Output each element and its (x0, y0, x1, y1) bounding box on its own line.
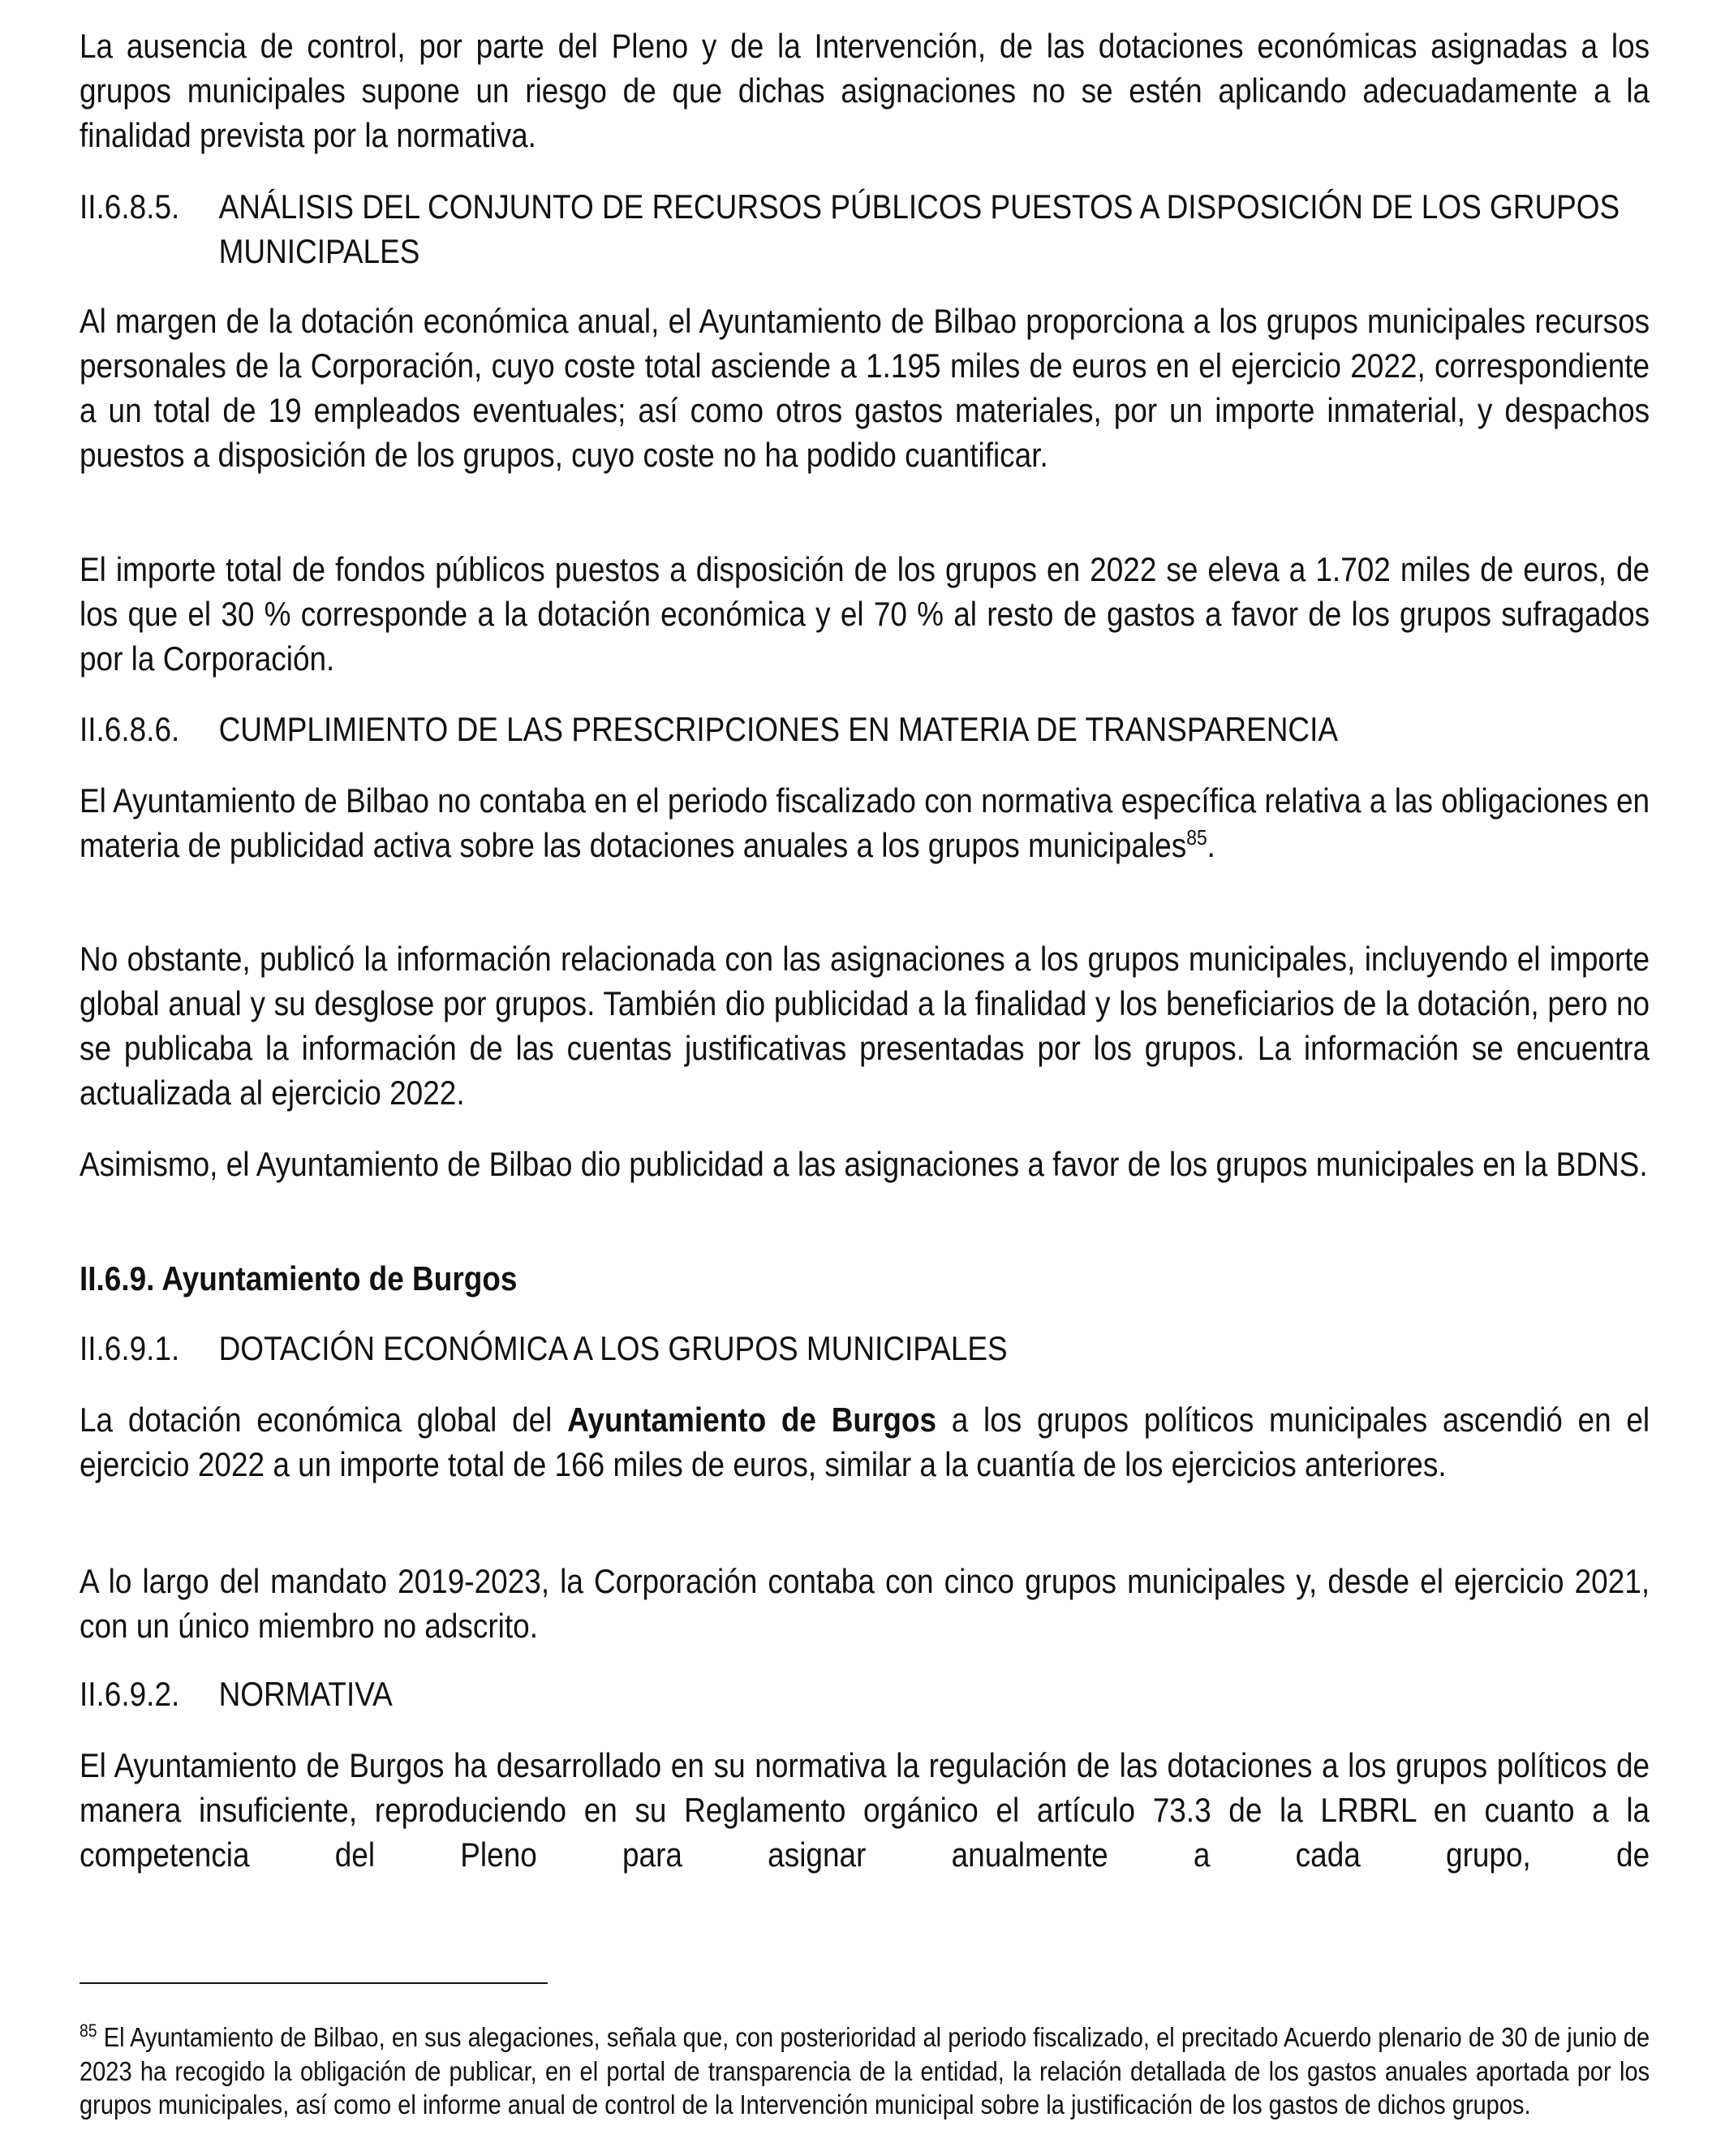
footnote-85 (80, 2020, 1650, 2122)
heading-text: DOTACIÓN ECONÓMICA A LOS GRUPOS MUNICIPALES (218, 1329, 1008, 1367)
paragraph-bdns: Asimismo, el Ayuntamiento de Bilbao dio publicidad a las asignaciones a favor de los grupos municipales en la BDNS. (80, 1145, 1648, 1183)
paragraph-mandate: A lo largo del mandato 2019-2023, la Corporación contaba con cinco grupos municipales y, desde el ejercicio 2021, con un único miembro no adscrito. (80, 1562, 1650, 1645)
text: a los grupos políticos municipales ascendió en el ejercicio 2022 a un importe total de 166 miles de euros, similar a la cuantía de los ejercicios anteriores. (80, 1401, 1650, 1483)
heading-number: II.6.8.6. (80, 710, 180, 748)
heading-ii-6-9-2 (80, 1672, 1650, 1716)
heading-number: II.6.8.5. (80, 187, 180, 226)
paragraph-burgos-dotation (80, 1397, 1650, 1487)
paragraph-normativa: El Ayuntamiento de Burgos ha desarrollado en su normativa la regulación de las dotaciones a los grupos políticos de manera insuficiente, reproduciendo en su Reglamento orgánico el artículo 73.3 de la LRBRL en cuanto a la competencia del Pleno para asignar anualmente a cada grupo, de (80, 1746, 1650, 1874)
heading-text: NORMATIVA (218, 1675, 393, 1713)
paragraph-control-risk: La ausencia de control, por parte del Pleno y de la Intervención, de las dotaciones económicas asignadas a los grupos municipales supone un riesgo de que dichas asignaciones no se estén aplicando adecuadamente a la finalidad prevista por la normativa. (80, 27, 1650, 154)
heading-text: ANÁLISIS DEL CONJUNTO DE RECURSOS PÚBLICOS PUESTOS A DISPOSICIÓN DE LOS GRUPOS MUNICIPALES (218, 187, 1620, 270)
footnote-reference[interactable]: 85 (1186, 825, 1207, 850)
footnote-separator (80, 1982, 548, 1984)
heading-ii-6-9-1 (80, 1326, 1650, 1371)
heading-text: CUMPLIMIENTO DE LAS PRESCRIPCIONES EN MATERIA DE TRANSPARENCIA (218, 710, 1339, 748)
heading-number: II.6.9.2. (80, 1675, 180, 1713)
section-heading-burgos: II.6.9. Ayuntamiento de Burgos (80, 1259, 518, 1297)
footnote-text: El Ayuntamiento de Bilbao, en sus alegaciones, señala que, con posterioridad al periodo fiscalizado, el precitado Acuerdo plenario de 30 de junio de 2023 ha recogido la obligación de publicar, en el portal de transparencia de la entidad, la relación detallada de los gastos anuales aportada por los grupos municipales, así como el informe anual de control de la Intervención municipal sobre la justificación de los gastos de dichos grupos. (80, 2022, 1650, 2120)
paragraph-text: El Ayuntamiento de Bilbao no contaba en el periodo fiscalizado con normativa específica relativa a las obligaciones en materia de publicidad activa sobre las dotaciones anuales a los grupos municipales (80, 781, 1650, 864)
heading-ii-6-8-6 (80, 707, 1650, 751)
paragraph-publication: No obstante, publicó la información relacionada con las asignaciones a los grupos municipales, incluyendo el importe global anual y su desglose por grupos. También dio publicidad a la finalidad y los beneficiarios de la dotación, pero no se publicaba la información de las cuentas justificativas presentadas por los grupos. La información se encuentra actualizada al ejercicio 2022. (80, 940, 1650, 1112)
paragraph-transparency (80, 778, 1650, 867)
text: La dotación económica global del (80, 1401, 568, 1439)
footnote-number: 85 (80, 2020, 97, 2041)
bold-entity: Ayuntamiento de Burgos (567, 1401, 937, 1439)
heading-number: II.6.9.1. (80, 1329, 180, 1367)
paragraph-end: . (1207, 826, 1215, 864)
paragraph-total-funds: El importe total de fondos públicos puestos a disposición de los grupos en 2022 se eleva a 1.702 miles de euros, de los que el 30 % corresponde a la dotación económica y el 70 % al resto de gastos a favor de los grupos sufragados por la Corporación. (80, 550, 1650, 678)
heading-ii-6-8-5 (80, 184, 1650, 273)
paragraph-resources: Al margen de la dotación económica anual, el Ayuntamiento de Bilbao proporciona a los grupos municipales recursos personales de la Corporación, cuyo coste total asciende a 1.195 miles de euros en el ejercicio 2022, correspondiente a un total de 19 empleados eventuales; así como otros gastos materiales, por un importe inmaterial, y despachos puestos a disposición de los grupos, cuyo coste no ha podido cuantificar. (80, 302, 1650, 474)
